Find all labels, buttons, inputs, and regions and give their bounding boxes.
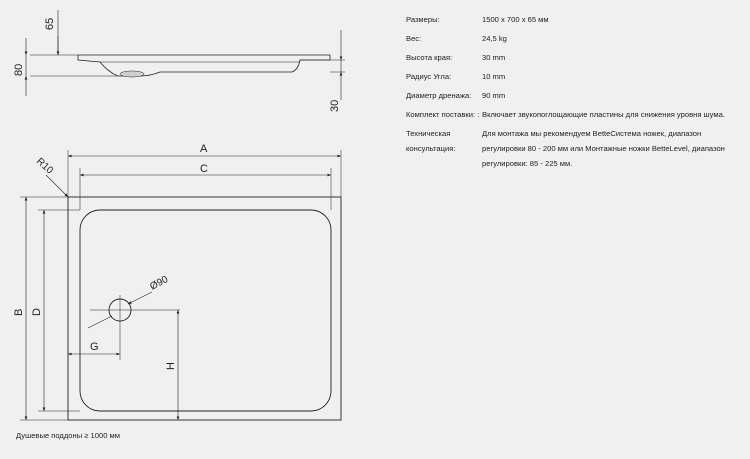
dim-30-label: 30 xyxy=(329,99,341,112)
spec-value: 1500 x 700 x 65 мм xyxy=(482,15,549,24)
dim-g-label: G xyxy=(90,341,99,353)
dim-d-label: D xyxy=(31,308,43,316)
spec-row-corner-radius xyxy=(406,69,746,84)
footnote: Душевые поддоны ≥ 1000 мм xyxy=(16,431,120,440)
spec-row-edge-height xyxy=(406,50,746,65)
tray-basin xyxy=(80,210,331,411)
spec-row-dimensions xyxy=(406,12,746,27)
spec-row-package xyxy=(406,107,746,122)
spec-row-weight xyxy=(406,31,746,46)
spec-label: Вес: xyxy=(406,34,422,43)
dim-b-label: B xyxy=(13,308,25,316)
spec-label: Высота края: xyxy=(406,53,453,62)
spec-value: 10 mm xyxy=(482,72,506,81)
spec-row-drain-diameter xyxy=(406,88,746,103)
spec-row-technical-advice xyxy=(406,126,746,171)
spec-label: Диаметр дренажа: xyxy=(406,91,472,100)
top-view xyxy=(20,150,341,420)
spec-value: 24,5 kg xyxy=(482,34,507,43)
dim-c-label: C xyxy=(200,163,208,175)
tray-profile xyxy=(78,55,330,76)
spec-value: Для монтажа мы рекомендуем BetteСистема ножек, диапазон регулировки 80 - 200 мм или Монтажные ножки BetteLevel, диапазон регулировки: 85 - 225 мм. xyxy=(482,129,725,168)
specs-table xyxy=(406,12,746,175)
spec-label: Радиус Угла: xyxy=(406,72,452,81)
dim-a-label: A xyxy=(200,143,208,155)
spec-label: Техническая консультация: xyxy=(406,129,456,153)
dim-65-label: 65 xyxy=(44,17,56,30)
spec-label: Размеры: xyxy=(406,15,440,24)
radius-label: R10 xyxy=(33,156,55,177)
spec-value: 30 mm xyxy=(482,53,506,62)
spec-value: Включает звукопоглощающие пластины для снижения уровня шума. xyxy=(482,110,725,119)
dim-h-label: H xyxy=(165,362,177,370)
spec-value: 90 mm xyxy=(482,91,506,100)
dim-80-label: 80 xyxy=(13,63,25,76)
drain-diameter-label: Ø90 xyxy=(148,274,171,293)
spec-label: Комплект поставки: : xyxy=(406,110,480,119)
side-view xyxy=(26,10,345,100)
